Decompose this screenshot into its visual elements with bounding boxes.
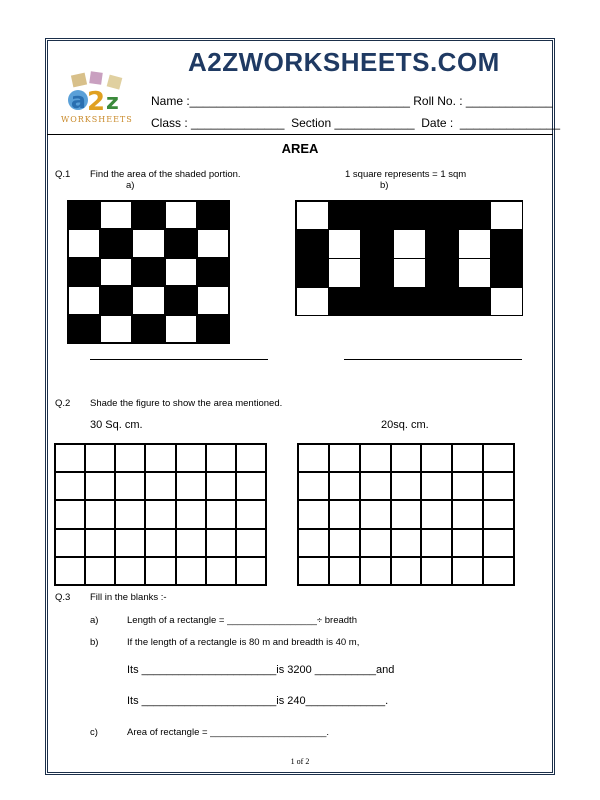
grid-cell[interactable]	[421, 500, 452, 528]
q3a-label: a)	[90, 615, 99, 626]
grid-cell[interactable]	[206, 557, 236, 585]
unshaded-square	[165, 315, 197, 343]
grid-cell[interactable]	[329, 557, 360, 585]
grid-cell[interactable]	[329, 472, 360, 500]
unshaded-square	[132, 229, 164, 257]
svg-text:a: a	[71, 89, 86, 114]
q1b-answer-line[interactable]	[344, 359, 522, 360]
q2-number: Q.2	[55, 398, 71, 409]
q3b-line1: Its ______________________is 3200 __________and	[127, 664, 395, 676]
q3a-text: Length of a rectangle = _________________÷ breadth	[127, 615, 357, 626]
unshaded-square	[132, 286, 164, 314]
grid-cell[interactable]	[391, 529, 422, 557]
grid-cell[interactable]	[421, 529, 452, 557]
grid-cell[interactable]	[145, 529, 175, 557]
grid-cell[interactable]	[145, 557, 175, 585]
grid-cell[interactable]	[176, 529, 206, 557]
grid-cell[interactable]	[85, 472, 115, 500]
unshaded-square	[68, 286, 100, 314]
shaded-square	[165, 229, 197, 257]
grid-cell[interactable]	[206, 500, 236, 528]
q3b-line2: Its ______________________is 240_____________.	[127, 695, 389, 707]
shaded-square	[68, 315, 100, 343]
grid-cell[interactable]	[421, 444, 452, 472]
grid-cell[interactable]	[483, 444, 514, 472]
grid-cell[interactable]	[176, 472, 206, 500]
grid-cell[interactable]	[298, 557, 329, 585]
grid-cell[interactable]	[145, 472, 175, 500]
grid-cell[interactable]	[85, 500, 115, 528]
grid-cell[interactable]	[360, 500, 391, 528]
shaded-square	[197, 258, 229, 286]
unshaded-square	[165, 201, 197, 229]
grid-cell[interactable]	[85, 557, 115, 585]
unshaded-square	[100, 315, 132, 343]
grid-cell[interactable]	[176, 557, 206, 585]
grid-cell[interactable]	[85, 444, 115, 472]
page-number: 1 of 2	[290, 757, 310, 766]
q1-text: Find the area of the shaded portion.	[90, 169, 241, 180]
figure-a-checkerboard	[67, 200, 230, 344]
figure-b-cell	[393, 229, 426, 259]
grid-cell[interactable]	[329, 529, 360, 557]
unshaded-square	[100, 258, 132, 286]
site-title: A2ZWORKSHEETS.COM	[188, 47, 500, 77]
figure-b-cell	[393, 258, 426, 288]
shaded-square	[197, 201, 229, 229]
unshaded-square	[100, 201, 132, 229]
figure-b-cell	[490, 201, 523, 230]
shaded-square	[100, 229, 132, 257]
grid-cell[interactable]	[483, 472, 514, 500]
grid-cell[interactable]	[115, 529, 145, 557]
grid-cell[interactable]	[452, 557, 483, 585]
grid-cell[interactable]	[421, 472, 452, 500]
grid-cell[interactable]	[452, 472, 483, 500]
grid-cell[interactable]	[55, 500, 85, 528]
figure-b-cell	[296, 287, 329, 316]
grid-cell[interactable]	[360, 557, 391, 585]
q3b-text: If the length of a rectangle is 80 m and breadth is 40 m,	[127, 637, 360, 648]
shaded-square	[100, 286, 132, 314]
grid-cell[interactable]	[206, 529, 236, 557]
grid-cell[interactable]	[85, 529, 115, 557]
grid-cell[interactable]	[55, 529, 85, 557]
worksheet-title: AREA	[281, 141, 319, 156]
grid-cell[interactable]	[360, 529, 391, 557]
q2-left-label: 30 Sq. cm.	[90, 419, 143, 431]
figure-b-shaded-shape	[295, 200, 523, 316]
grid-cell[interactable]	[176, 444, 206, 472]
grid-cell[interactable]	[55, 444, 85, 472]
grid-cell[interactable]	[391, 472, 422, 500]
q2-right-label: 20sq. cm.	[381, 419, 429, 431]
grid-cell[interactable]	[483, 529, 514, 557]
svg-text:2: 2	[87, 87, 106, 117]
q3c-text: Area of rectangle = ______________________.	[127, 727, 330, 738]
grid-cell[interactable]	[421, 557, 452, 585]
grid-cell[interactable]	[176, 500, 206, 528]
svg-text:WORKSHEETS: WORKSHEETS	[61, 115, 133, 124]
grid-cell[interactable]	[206, 444, 236, 472]
grid-cell[interactable]	[452, 529, 483, 557]
shaded-square	[68, 201, 100, 229]
grid-cell[interactable]	[391, 500, 422, 528]
grid-cell[interactable]	[298, 472, 329, 500]
grid-cell[interactable]	[452, 500, 483, 528]
figure-b-cell	[296, 201, 329, 230]
q3b-label: b)	[90, 637, 99, 648]
figure-b-cell	[328, 229, 361, 259]
grid-cell[interactable]	[391, 444, 422, 472]
grid-cell[interactable]	[115, 557, 145, 585]
shaded-square	[197, 315, 229, 343]
q3-number: Q.3	[55, 592, 71, 603]
unshaded-square	[165, 258, 197, 286]
grid-cell[interactable]	[206, 472, 236, 500]
grid-cell[interactable]	[483, 557, 514, 585]
grid-cell[interactable]	[115, 444, 145, 472]
q1a-answer-line[interactable]	[90, 359, 268, 360]
grid-cell[interactable]	[483, 500, 514, 528]
grid-cell[interactable]	[329, 500, 360, 528]
shaded-square	[132, 258, 164, 286]
grid-cell[interactable]	[115, 472, 145, 500]
svg-text:z: z	[106, 90, 119, 115]
grid-cell[interactable]	[236, 557, 266, 585]
q2-right-grid[interactable]	[297, 443, 515, 586]
shaded-square	[68, 258, 100, 286]
grid-cell[interactable]	[298, 444, 329, 472]
header-divider	[47, 134, 553, 135]
grid-cell[interactable]	[236, 529, 266, 557]
unshaded-square	[197, 286, 229, 314]
figure-b-cell	[458, 258, 491, 288]
grid-cell[interactable]	[391, 557, 422, 585]
grid-cell[interactable]	[452, 444, 483, 472]
grid-cell[interactable]	[145, 500, 175, 528]
grid-cell[interactable]	[236, 500, 266, 528]
grid-cell[interactable]	[298, 500, 329, 528]
shaded-square	[132, 201, 164, 229]
unshaded-square	[197, 229, 229, 257]
q1-note: 1 square represents = 1 sqm	[345, 169, 467, 180]
shaded-square	[132, 315, 164, 343]
figure-b-cell	[328, 258, 361, 288]
grid-cell[interactable]	[298, 529, 329, 557]
grid-cell[interactable]	[115, 500, 145, 528]
q1-label-a: a)	[126, 180, 135, 191]
grid-cell[interactable]	[329, 444, 360, 472]
grid-cell[interactable]	[360, 444, 391, 472]
shaded-square	[165, 286, 197, 314]
figure-b-cell	[458, 229, 491, 259]
q2-left-grid[interactable]	[54, 443, 267, 586]
name-roll-line: Name :_________________________________ Roll No. : _____________	[151, 94, 553, 108]
a2z-logo	[58, 70, 138, 126]
grid-cell[interactable]	[55, 472, 85, 500]
unshaded-square	[68, 229, 100, 257]
q1-number: Q.1	[55, 169, 71, 180]
q3-text: Fill in the blanks :-	[90, 592, 167, 603]
q3c-label: c)	[90, 727, 98, 738]
q1-label-b: b)	[380, 180, 389, 191]
grid-cell[interactable]	[360, 472, 391, 500]
grid-cell[interactable]	[236, 444, 266, 472]
grid-cell[interactable]	[236, 472, 266, 500]
class-section-date-line: Class : ______________ Section ____________ Date : _______________	[151, 116, 561, 130]
grid-cell[interactable]	[145, 444, 175, 472]
figure-b-cell	[490, 287, 523, 316]
q2-text: Shade the figure to show the area mentioned.	[90, 398, 283, 409]
grid-cell[interactable]	[55, 557, 85, 585]
